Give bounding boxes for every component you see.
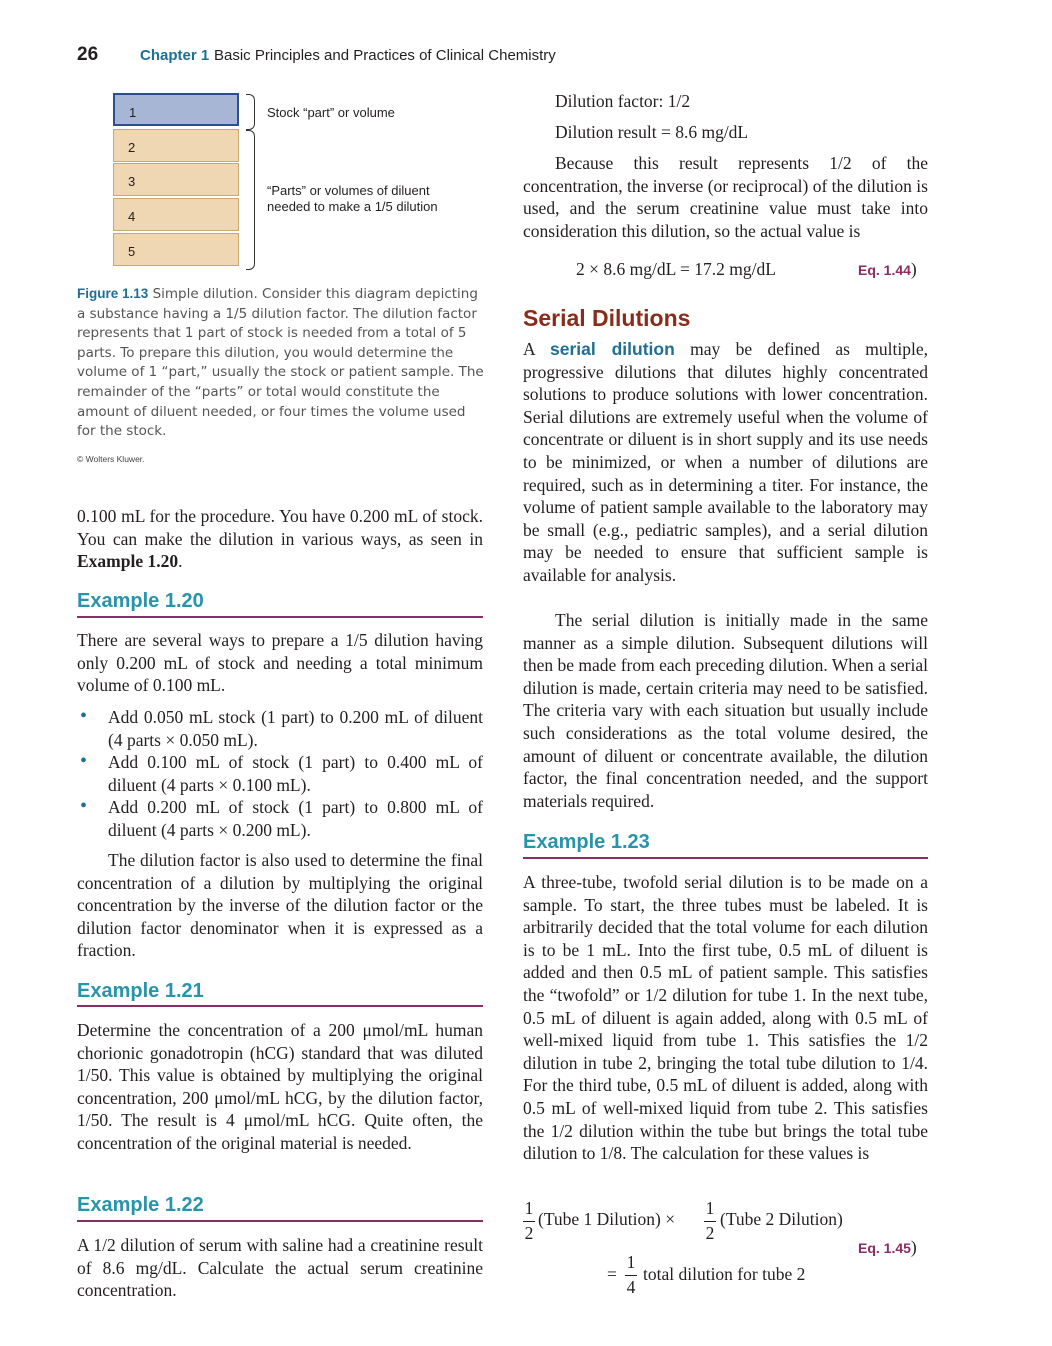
equation-1-44: 2 × 8.6 mg/dL = 17.2 mg/dL [576,259,776,279]
stock-label: Stock “part” or volume [267,105,395,120]
key-term: serial dilution [550,339,675,359]
page-number: 26 [77,44,99,65]
chapter-label: Chapter 1 [140,47,210,64]
example-1-20-bullets [77,706,483,842]
example-1-23-text: A three-tube, twofold serial dilution is to be made on a sample. To start, the three tubes must be labeled. It is arbitrarily decided that the total volume for each dilution is to be 1 mL. Into the first tube, 0.5 mL of diluent is added and then 0.5 mL of patient sample. This satisfies the “twofold” or 1/2 dilution for tube 1. In the next tube, 0.5 mL of diluent is again added, along with 0.5 mL of well-mixed liquid from tube 1. This satisfies the 1/2 dilution in tube 2, bringing the total tube dilution to 1/4. For the third tube, 0.5 mL of diluent is added, along with 0.5 mL of well-mixed liquid from tube 2. This satisfies the 1/2 dilution within the tube but brings the total tube dilution to 1/8. The calculation for these values is [523,872,928,1164]
list-item: • Add 0.100 mL of stock (1 part) to 0.400 mL of diluent (4 parts × 0.100 mL). [77,751,483,796]
example-1-20-title: Example 1.20 [77,590,204,612]
fraction-numerator: 1 [626,1252,636,1272]
example-rule [77,616,483,618]
dilution-factor-paragraph: The dilution factor is also used to determine the final concentration of a dilution by multiplying the original concentration by the inverse of the dilution factor or the dilution factor denominator when it is expressed as a fraction. [77,850,483,961]
section-title: Serial Dilutions [523,305,691,331]
because-paragraph: Because this result represents 1/2 of the concentration, the inverse (or reciprocal) of the dilution is used, and the serum creatinine value must take into consideration this dilution, so the actual value is [523,153,928,241]
intro-paragraph [77,505,483,573]
fraction-denominator: 2 [524,1223,534,1243]
serial-definition: may be defined as multiple, progressive dilutions that dilutes highly concentrated solutions to produce solutions with lower concentration. Serial dilutions are extremely useful when the volume of concentrate or diluent is in short supply and its use needs to be minimized, or when a number of dilutions are required, such as in determining a titer. For instance, the volume of patient sample available to the laboratory may be small (e.g., pediatric samples), and a serial dilution may be needed to ensure that sufficient sample is available for analysis. [523,339,928,585]
example-rule [523,857,928,859]
example-rule [77,1005,483,1007]
diluent-part-cell: 4 [113,198,239,231]
diluent-label-line1: “Parts” or volumes of diluent [267,183,430,198]
diluent-part-cell: 3 [113,163,239,196]
equation-text: (Tube 1 Dilution) × [538,1209,676,1229]
dilution-result-line: Dilution result = 8.6 mg/dL [555,122,749,142]
fraction-denominator: 4 [626,1277,636,1297]
equation-1-45-tag: Eq. 1.45) [858,1237,917,1257]
example-1-22-text: A 1/2 dilution of serum with saline had a creatinine result of 8.6 mg/dL. Calculate the actual serum creatinine concentration. [77,1235,483,1301]
figure-caption [77,284,487,442]
equation-tag-label: Eq. 1.45 [858,1240,911,1256]
serial-intro: A [523,339,551,359]
equals-sign: = [607,1264,617,1284]
chapter-title: Basic Principles and Practices of Clinical Chemistry [214,47,556,64]
figure-caption-title: Figure 1.13 [77,286,149,301]
copyright: © Wolters Kluwer. [77,454,145,464]
equation-tag-label: Eq. 1.44 [858,262,911,278]
example-1-23-title: Example 1.23 [523,831,650,853]
example-rule [77,1220,483,1222]
list-item: • Add 0.200 mL of stock (1 part) to 0.800 mL of diluent (4 parts × 0.200 mL). [77,796,483,841]
list-item: • Add 0.050 mL stock (1 part) to 0.200 mL of diluent (4 parts × 0.050 mL). [77,706,483,751]
diluent-part-cell: 5 [113,233,239,266]
equation-1-44-tag: Eq. 1.44) [858,259,917,279]
diluent-brace [246,130,255,270]
example-1-22-title: Example 1.22 [77,1194,204,1216]
diluent-part-cell: 2 [113,129,239,162]
stock-part-cell: 1 [113,93,239,126]
stock-brace [246,94,255,130]
fraction-numerator: 1 [524,1198,534,1218]
equation-text: total dilution for tube 2 [643,1264,806,1284]
example-1-20-text: There are several ways to prepare a 1/5 dilution having only 0.200 mL of stock and needing a total minimum volume of 0.100 mL. [77,630,483,696]
equation-text: (Tube 2 Dilution) [720,1209,843,1229]
example-1-21-title: Example 1.21 [77,980,204,1002]
example-1-21-text: Determine the concentration of a 200 μmol/mL human chorionic gonadotropin (hCG) standard that was diluted 1/50. This value is obtained by multiplying the original concentration, 200 μmol/mL hCG, by the dilution factor, 1/50. The result is 4 μmol/mL hCG. Quite often, the concentration of the original material is needed. [77,1020,483,1153]
figure-caption-text: Simple dilution. Consider this diagram depicting a substance having a 1/5 dilution factor. The dilution factor represents that 1 part of stock is needed from a total of 5 parts. To prepare this dilution, you would determine the volume of 1 “part,” usually the stock or patient sample. The remainder of the “parts” or total would constitute the amount of diluent needed, or four times the volume used for the stock. [77,286,484,440]
fraction-bar [704,1221,716,1222]
intro-text: 0.100 mL for the procedure. You have 0.200 mL of stock. You can make the dilution in various ways, as seen in [77,506,483,549]
fraction-bar [523,1221,535,1222]
diluent-label-line2: needed to make a 1/5 dilution [267,199,438,214]
fraction-denominator: 2 [705,1223,715,1243]
fraction-bar [625,1275,637,1276]
serial-dilution-paragraph [523,338,928,587]
fraction-numerator: 1 [705,1198,715,1218]
dilution-factor-line: Dilution factor: 1/2 [555,91,691,111]
serial-dilution-paragraph-2: The serial dilution is initially made in the same manner as a simple dilution. Subsequent dilutions will then be made from each preceding dilution. When a serial dilution is made, certain criteria may need to be satisfied. The criteria vary with each situation but usually include such considerations as the total volume desired, the amount of diluent or concentrate available, the dilution factor, the final concentration needed, and the support materials required. [523,610,928,811]
intro-example-ref: Example 1.20 [77,551,179,572]
intro-period: . [178,551,183,572]
